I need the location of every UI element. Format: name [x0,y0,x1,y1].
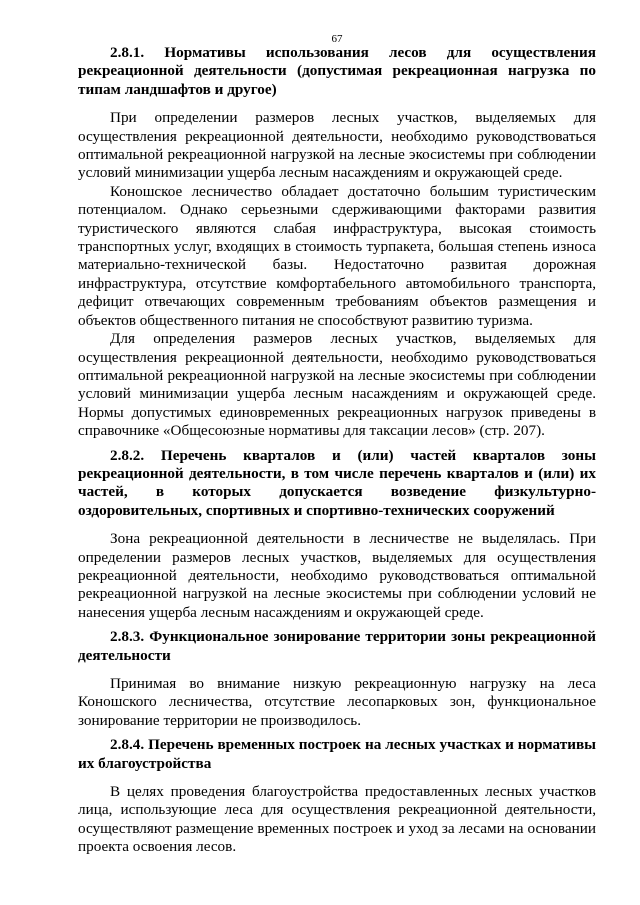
paragraph: Зона рекреационной деятельности в лесничестве не выделялась. При определении размеров лесных участков, выделяемых для осуществления рекреационной деятельности, необходимо руководствоваться оптимальной рекреационной нагрузкой на лесные экосистемы при соблюдении условий не нанесения ущерба лесным насаждениям и окружающей среде. [78,530,596,621]
section-heading: 2.8.3. Функциональное зонирование территории зоны рекреационной деятельности [78,628,596,664]
section-2-8-3 [78,628,596,730]
section-heading: 2.8.2. Перечень кварталов и (или) частей кварталов зоны рекреационной деятельности, в том числе перечень кварталов и (или) их частей, в которых допускается возведение физкультурно-оздоровительных, спортивных и спортивно-технических сооружений [78,446,596,519]
paragraph: Принимая во внимание низкую рекреационную нагрузку на леса Коношского лесничества, отсутствие лесопарковых зон, функциональное зонирование территории не производилось. [78,675,596,729]
section-2-8-1 [78,44,596,441]
page-number: 67 [331,33,343,45]
section-2-8-2 [78,447,596,623]
paragraph: В целях проведения благоустройства предоставленных лесных участков лица, использующие леса для осуществления рекреационной деятельности, осуществляют размещение временных построек и уход за лесами на основании проекта освоения лесов. [78,783,596,856]
document-body [78,44,596,857]
section-heading: 2.8.4. Перечень временных построек на лесных участках и нормативы их благоустройства [78,736,596,772]
section-heading: 2.8.1. Нормативы использования лесов для осуществления рекреационной деятельности (допустимая рекреационная нагрузка по типам ландшафтов и другое) [78,44,596,98]
paragraph: Коношское лесничество обладает достаточно большим туристическим потенциалом. Однако серьезными сдерживающими факторами развития туристического являются слабая инфраструктура, высокая стоимость транспортных услуг, входящих в стоимость турпакета, большая степень износа материально-технической базы. Недостаточно развитая дорожная инфраструктура, отсутствие комфортабельного автомобильного транспорта, дефицит отвечающих современным требованиям объектов размещения и объектов общественного питания не способствуют развитию туризма. [78,182,596,329]
section-2-8-4 [78,736,596,856]
paragraph: При определении размеров лесных участков, выделяемых для осуществления рекреационной деятельности, необходимо руководствоваться оптимальной рекреационной нагрузкой на лесные экосистемы при соблюдении условий минимизации ущерба лесным насаждениям и окружающей среде. [78,109,596,182]
paragraph: Для определения размеров лесных участков, выделяемых для осуществления рекреационной деятельности, необходимо руководствоваться оптимальной рекреационной нагрузкой на лесные экосистемы при соблюдении условий минимизации ущерба лесным насаждениям и окружающей среде. Нормы допустимых единовременных рекреационных нагрузок приведены в справочнике «Общесоюзные нормативы для таксации лесов» (стр. 207). [78,330,596,440]
